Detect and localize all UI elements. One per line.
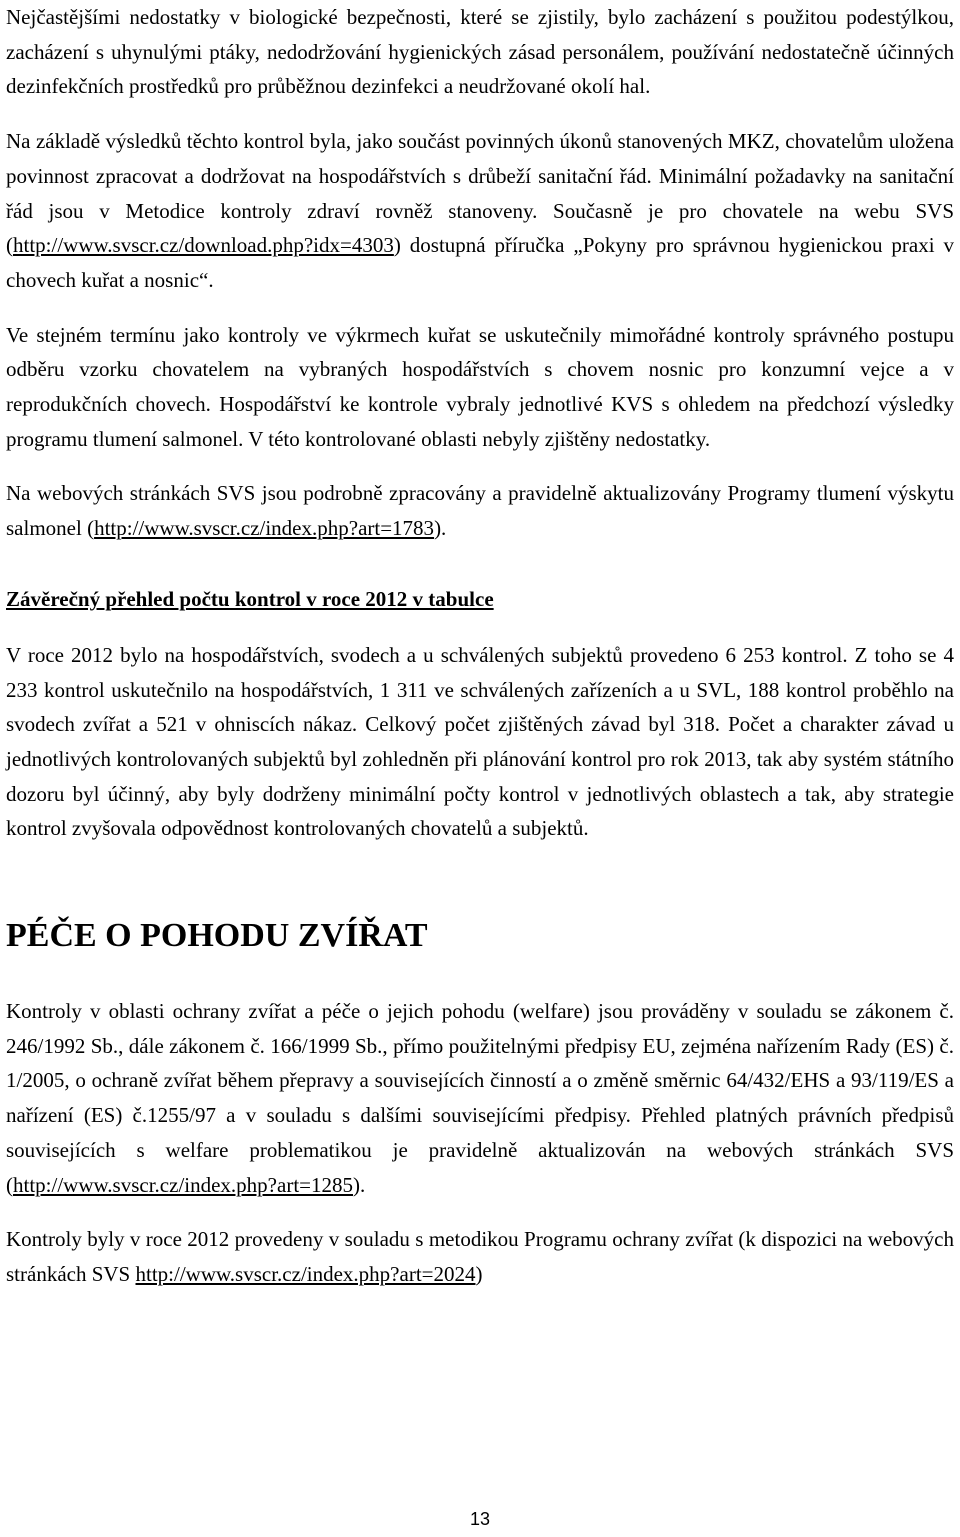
link-welfare-legislation[interactable]: http://www.svscr.cz/index.php?art=1285 — [13, 1172, 353, 1197]
paragraph-text: ) dostupná příručka „Pokyny pro správnou hygienickou praxi v chovech kuřat a nosnic“. — [6, 233, 954, 292]
paragraph-text: Kontroly byly v roce 2012 provedeny v souladu s metodikou Programu ochrany zvířat (k dispozici na webových stránkách SVS — [6, 1227, 954, 1286]
section-subheading: Závěrečný přehled počtu kontrol v roce 2012 v tabulce — [6, 586, 494, 611]
section-heading-animal-welfare: PÉČE O POHODU ZVÍŘAT — [6, 917, 428, 955]
paragraph-biosecurity-deficiencies — [6, 0, 954, 104]
page-content — [6, 0, 954, 1292]
paragraph-welfare-legislation — [6, 994, 954, 1202]
paragraph-controls-summary — [6, 638, 954, 846]
paragraph-text: Na webových stránkách SVS jsou podrobně zpracovány a pravidelně aktualizovány Programy tlumení výskytu salmonel ( — [6, 481, 954, 541]
paragraph-text: Na základě výsledků těchto kontrol byla, jako součást povinných úkonů stanovených MKZ, chovatelům uložena povinnost zpracovat a dodržovat na hospodářstvích s drůbeží sanitační řád. Minimální požadavky na sanitační řád jsou v Metodice kontroly zdraví rovněž stanoveny. Současně je pro chovatele na webu SVS ( — [6, 129, 954, 258]
link-animal-protection-program[interactable]: http://www.svscr.cz/index.php?art=2024 — [135, 1261, 476, 1286]
paragraph-text: Kontroly v oblasti ochrany zvířat a péče o jejich pohodu (welfare) jsou prováděny v souladu se zákonem č. 246/1992 Sb., dále zákonem č. 166/1999 Sb., přímo použitelnými předpisy EU, zejména nařízením Rady (ES) č. 1/2005, o ochraně zvířat během přepravy a souvisejících činností a o změně směrnic 64/432/EHS a 93/119/ES a nařízení (ES) č.1255/97 a v souladu s dalšími souvisejícími předpisy. Přehled platných právních předpisů souvisejících s welfare problematikou je pravidelně aktualizován na webových stránkách SVS ( — [6, 999, 954, 1197]
paragraph-text: Ve stejném termínu jako kontroly ve výkrmech kuřat se uskutečnily mimořádné kontroly správného postupu odběru vzorku chovatelem na vybraných hospodářstvích s chovem nosnic pro konzumní vejce a v reprodukčních chovech. Hospodářství ke kontrole vybraly jednotlivé KVS s ohledem na předchozí výsledky programu tlumení salmonel. V této kontrolované oblasti nebyly zjištěny nedostatky. — [6, 322, 954, 451]
paragraph-text: ). — [353, 1172, 366, 1197]
paragraph-text: V roce 2012 bylo na hospodářstvích, svodech a u schválených subjektů provedeno 6 253 kontrol. Z toho se 4 233 kontrol uskutečnilo na hospodářstvích, 1 311 ve schválených zařízeních a u SVL, 188 kontrol proběhlo na svodech zvířat a 521 v ohniscích nákaz. Celkový počet zjištěných závad byl 318. Počet a charakter závad u jednotlivých kontrolovaných subjektů byl zohledněn při plánování kontrol pro rok 2013, tak aby systém státního dozoru byl účinný, aby byly dodrženy minimální počty kontrol v jednotlivých oblastech a tak, aby strategie kontrol zvyšovala odpovědnost kontrolovaných chovatelů a subjektů. — [6, 642, 954, 841]
paragraph-salmonella-programs — [6, 476, 954, 545]
paragraph-text: Nejčastějšími nedostatky v biologické bezpečnosti, které se zjistily, bylo zacházení s použitou podestýlkou, zacházení s uhynulými ptáky, nedodržování hygienických zásad personálem, používání nedostatečně účinných dezinfekčních prostředků pro průběžnou dezinfekci a neudržované okolí hal. — [6, 5, 954, 99]
link-hygiene-guide[interactable]: http://www.svscr.cz/download.php?idx=4303 — [13, 233, 394, 258]
link-salmonella-programs[interactable]: http://www.svscr.cz/index.php?art=1783 — [94, 516, 435, 541]
page-number: 13 — [469, 1509, 491, 1529]
paragraph-extraordinary-controls — [6, 318, 954, 457]
paragraph-sanitation-order — [6, 124, 954, 298]
paragraph-text: ). — [434, 516, 447, 541]
paragraph-welfare-controls — [6, 1222, 954, 1291]
paragraph-text: ) — [475, 1261, 483, 1286]
